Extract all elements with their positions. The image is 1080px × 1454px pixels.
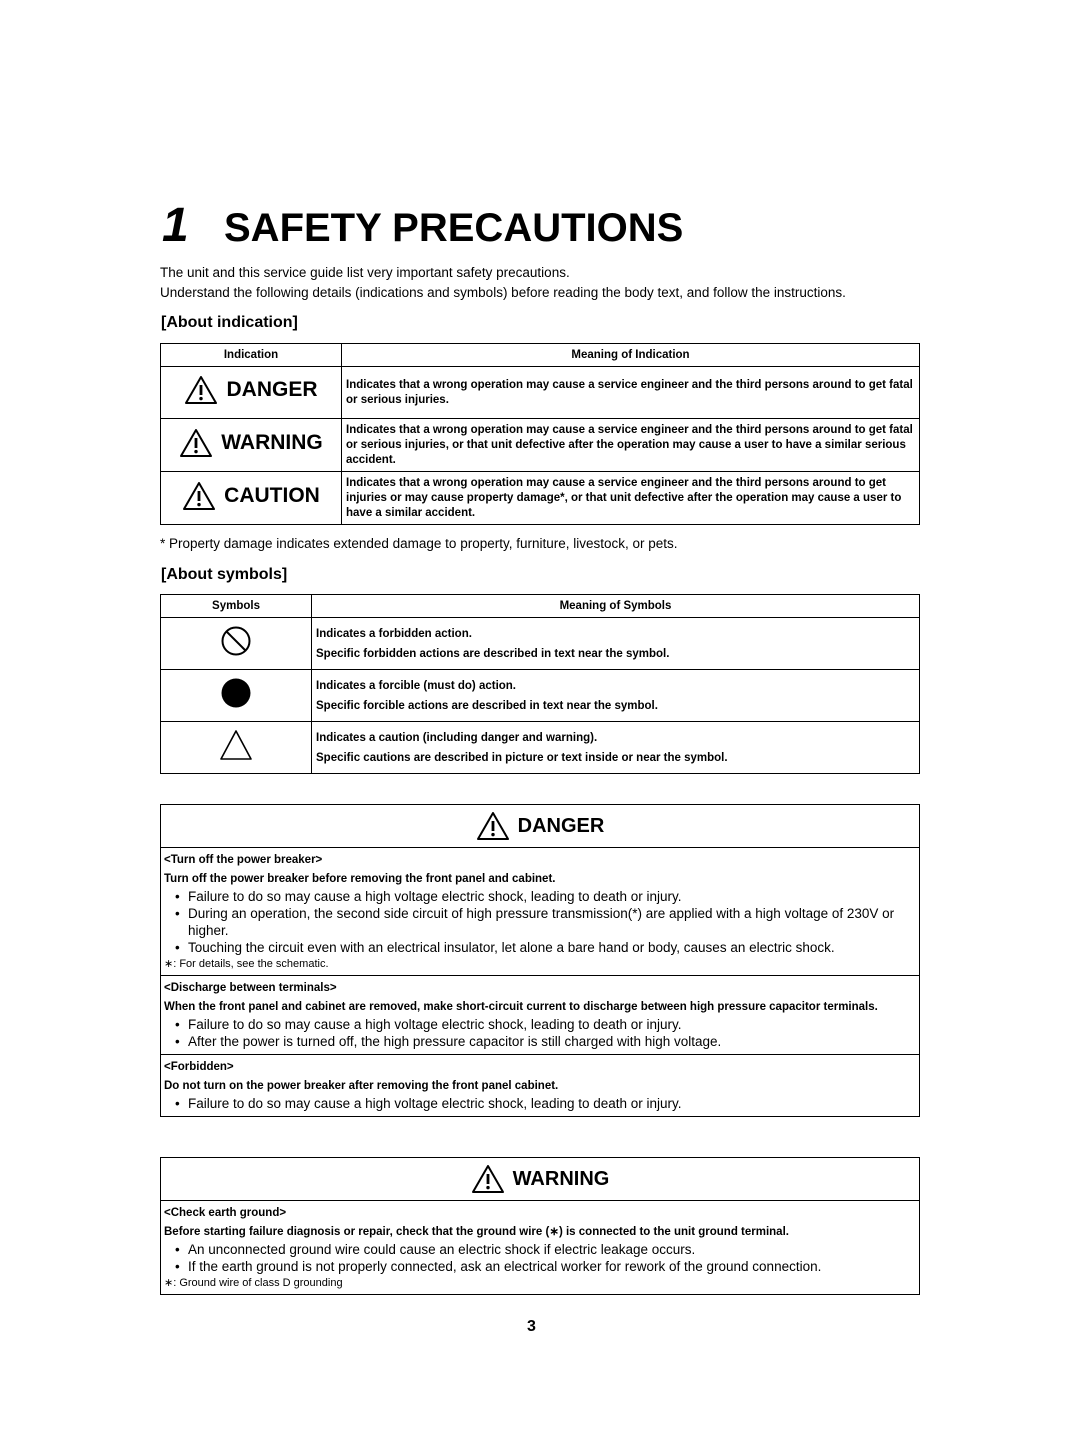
warning-block-earth-ground: [161, 1201, 919, 1294]
warning-triangle-icon: [184, 375, 218, 405]
intro-text: [160, 263, 846, 303]
block-lead: When the front panel and cabinet are removed, make short-circuit current to discharge between high pressure capacitor terminals.: [164, 1001, 878, 1013]
symbol-meaning-line: Indicates a forbidden action.: [316, 627, 472, 640]
warning-triangle-icon: [179, 428, 213, 458]
symbol-meaning-column-header: Meaning of Symbols: [312, 595, 920, 618]
danger-box-title: DANGER: [517, 814, 605, 837]
caution-triangle-icon: [219, 729, 253, 761]
block-title: <Discharge between terminals>: [164, 982, 337, 994]
block-lead: Do not turn on the power breaker after removing the front panel cabinet.: [164, 1080, 559, 1092]
danger-block-power-breaker: [161, 848, 919, 975]
bullet-item: • After the power is turned off, the high pressure capacitor is still charged with high voltage.: [164, 1033, 915, 1050]
indication-row-warning: [161, 419, 920, 472]
chapter-title: SAFETY PRECAUTIONS: [224, 206, 684, 250]
property-damage-footnote: * Property damage indicates extended damage to property, furniture, livestock, or pets.: [160, 536, 678, 551]
symbol-meaning-line: Specific forcible actions are described in text near the symbol.: [316, 699, 658, 712]
block-lead: Before starting failure diagnosis or repair, check that the ground wire (∗) is connected to the unit ground terminal.: [164, 1226, 789, 1238]
danger-box-header: [161, 805, 919, 848]
symbol-meaning-line: Indicates a caution (including danger and warning).: [316, 731, 598, 744]
prohibition-icon: [220, 625, 252, 657]
about-indication-heading: [About indication]: [161, 314, 298, 331]
caution-signal: [182, 481, 320, 511]
bullet-item: • Failure to do so may cause a high voltage electric shock, leading to death or injury.: [164, 1016, 915, 1033]
block-title: <Forbidden>: [164, 1061, 234, 1073]
indication-table: [160, 343, 920, 525]
symbol-row-caution: [161, 722, 920, 774]
symbols-table: [160, 594, 920, 774]
warning-box-title: WARNING: [512, 1167, 610, 1190]
danger-signal: [184, 375, 317, 405]
block-title: <Turn off the power breaker>: [164, 854, 323, 866]
caution-meaning: Indicates that a wrong operation may cause a service engineer and the third persons around to get injuries or may cause property damage*, or that unit defective after the operation may cause a user to have a similar accident.: [342, 472, 920, 525]
indication-column-header: Indication: [161, 344, 342, 367]
symbol-row-forbidden: [161, 618, 920, 670]
bullet-item: • During an operation, the second side circuit of high pressure transmission(*) are applied with a high voltage of 230V or higher.: [164, 905, 915, 939]
block-lead: Turn off the power breaker before removing the front panel and cabinet.: [164, 873, 556, 885]
warning-label: WARNING: [221, 430, 323, 454]
warning-box: [160, 1157, 920, 1295]
indication-row-caution: [161, 472, 920, 525]
chapter-number: 1: [162, 199, 189, 252]
block-note: ∗: Ground wire of class D grounding: [164, 1277, 343, 1289]
symbol-meaning-line: Indicates a forcible (must do) action.: [316, 679, 517, 692]
warning-meaning: Indicates that a wrong operation may cause a service engineer and the third persons around to get fatal or serious injuries, or that unit defective after the operation may cause a user to have a similar serious accident.: [342, 419, 920, 472]
block-title: <Check earth ground>: [164, 1207, 287, 1219]
bullet-item: • An unconnected ground wire could cause an electric shock if electric leakage occurs.: [164, 1241, 915, 1258]
mandatory-circle-icon: [220, 677, 252, 709]
warning-triangle-icon: [476, 811, 510, 841]
warning-triangle-icon: [471, 1164, 505, 1194]
caution-label: CAUTION: [224, 483, 320, 507]
danger-box: [160, 804, 920, 1117]
meaning-column-header: Meaning of Indication: [342, 344, 920, 367]
danger-label: DANGER: [226, 378, 318, 401]
danger-block-discharge: [161, 975, 919, 1054]
danger-meaning: Indicates that a wrong operation may cause a service engineer and the third persons around to get fatal or serious injuries.: [342, 367, 920, 419]
bullet-item: • Failure to do so may cause a high voltage electric shock, leading to death or injury.: [164, 1095, 915, 1112]
bullet-item: • Failure to do so may cause a high voltage electric shock, leading to death or injury.: [164, 888, 915, 905]
symbol-row-forcible: [161, 670, 920, 722]
symbol-meaning-line: Specific forbidden actions are described in text near the symbol.: [316, 647, 670, 660]
danger-block-forbidden: [161, 1054, 919, 1116]
warning-signal: [179, 428, 323, 458]
intro-line: Understand the following details (indications and symbols) before reading the body text, and follow the instructions.: [160, 285, 846, 300]
page-title: [162, 196, 683, 258]
intro-line: The unit and this service guide list very important safety precautions.: [160, 265, 570, 280]
warning-triangle-icon: [182, 481, 216, 511]
symbols-column-header: Symbols: [161, 595, 312, 618]
page-number: 3: [527, 1318, 536, 1335]
symbol-meaning-line: Specific cautions are described in picture or text inside or near the symbol.: [316, 751, 728, 764]
warning-box-header: [161, 1158, 919, 1201]
about-symbols-heading: [About symbols]: [161, 566, 288, 583]
bullet-item: • If the earth ground is not properly connected, ask an electrical worker for rework of the ground connection.: [164, 1258, 915, 1275]
block-note: ∗: For details, see the schematic.: [164, 958, 329, 970]
bullet-item: • Touching the circuit even with an electrical insulator, let alone a bare hand or body, causes an electric shock.: [164, 939, 915, 956]
indication-row-danger: [161, 367, 920, 419]
